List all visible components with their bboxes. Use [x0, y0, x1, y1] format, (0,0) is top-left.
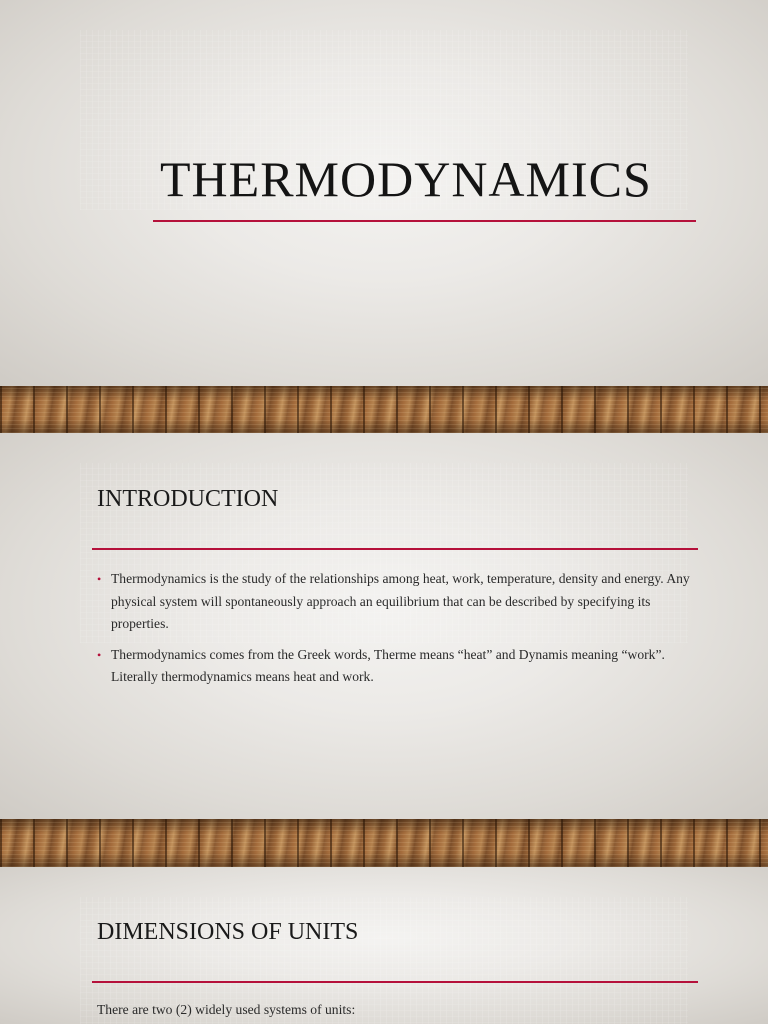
- slide-heading-introduction: INTRODUCTION: [97, 486, 279, 512]
- bullet-list: [97, 568, 697, 697]
- wood-floor-divider: [0, 819, 768, 867]
- list-item: [97, 568, 697, 636]
- bullet-text: Thermodynamics comes from the Greek words, Therme means “heat” and Dynamis meaning “work”. Literally thermodynamics means heat and work.: [111, 646, 665, 684]
- bullet-text: Thermodynamics is the study of the relationships among heat, work, temperature, density and energy. Any physical system will spontaneously approach an equilibrium that can be described by specifying its properties.: [111, 571, 690, 631]
- heading-underline: [92, 548, 698, 550]
- wood-floor-divider: [0, 386, 768, 433]
- slide-title: THERMODYNAMICS: [160, 151, 652, 207]
- slide-heading-dimensions: DIMENSIONS OF UNITS: [97, 919, 359, 945]
- slide-1: [0, 0, 768, 386]
- heading-underline: [92, 981, 698, 983]
- bullet-icon: •: [97, 572, 102, 586]
- list-item: [97, 644, 697, 689]
- title-underline: [153, 220, 696, 222]
- body-text: There are two (2) widely used systems of units:: [97, 1002, 356, 1017]
- bullet-icon: •: [97, 647, 102, 662]
